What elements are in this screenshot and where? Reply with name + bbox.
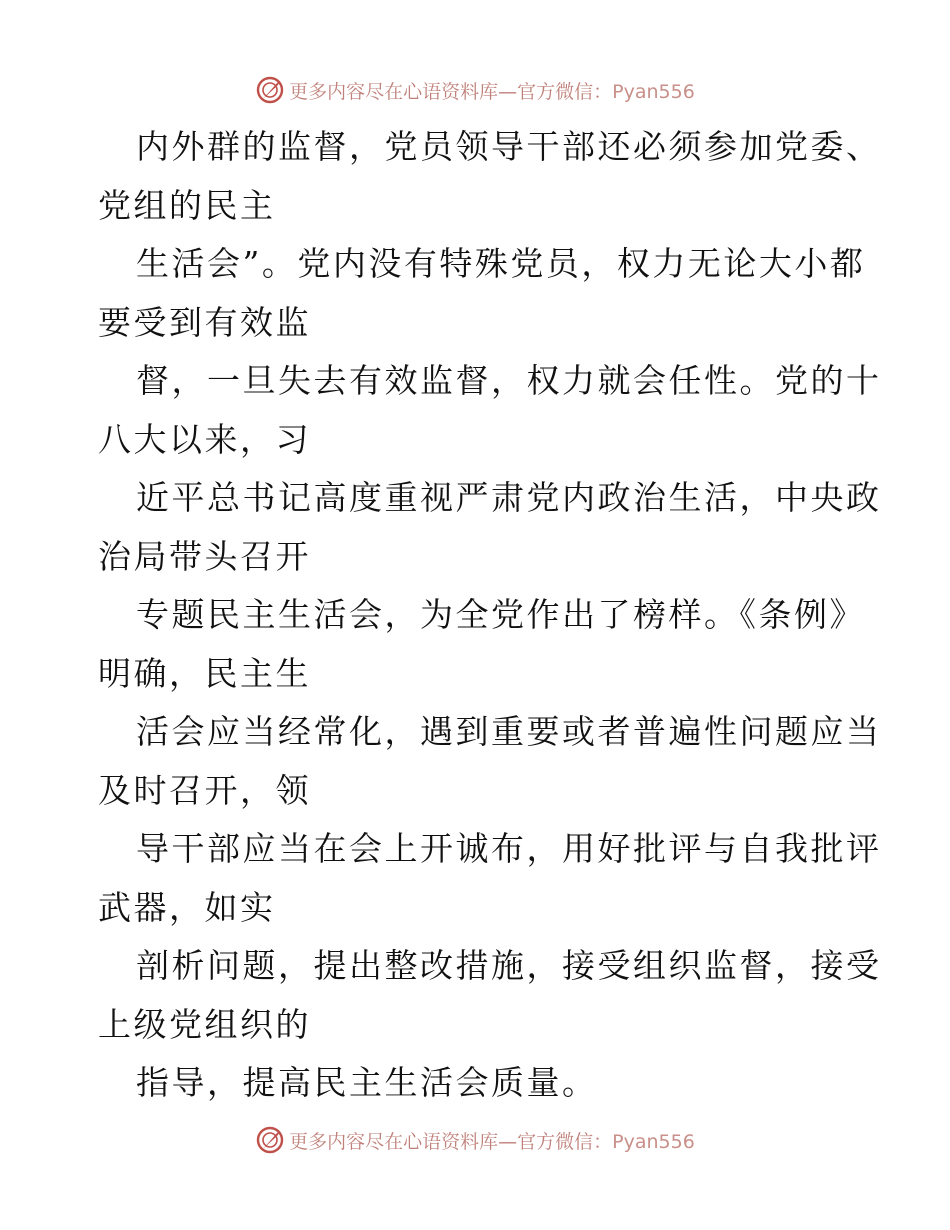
footer-banner bbox=[0, 1120, 950, 1160]
quill-seal-icon bbox=[255, 1125, 285, 1155]
text-line: 生活会”。党内没有特殊党员，权力无论大小都 bbox=[136, 244, 866, 283]
header-banner-text: 更多内容尽在心语资料库—官方微信：Pyan556 bbox=[289, 80, 695, 103]
text-line: 专题民主生活会，为全党作出了榜样。《条例》 bbox=[136, 595, 865, 634]
footer-banner-text: 更多内容尽在心语资料库—官方微信：Pyan556 bbox=[289, 1130, 695, 1153]
text-line: 治局带头召开 bbox=[98, 536, 311, 576]
text-line: 党组的民主 bbox=[98, 185, 276, 225]
text-line: 剖析问题，提出整改措施，接受组织监督，接受 bbox=[136, 946, 882, 985]
quill-seal-icon bbox=[255, 75, 285, 105]
text-line: 指导，提高民主生活会质量。 bbox=[136, 1063, 598, 1102]
text-line: 导干部应当在会上开诚布，用好批评与自我批评 bbox=[136, 829, 882, 868]
text-line: 内外群的监督，党员领导干部还必须参加党委、 bbox=[136, 127, 882, 166]
text-line: 八大以来，习 bbox=[98, 419, 311, 459]
text-line: 要受到有效监 bbox=[98, 302, 311, 342]
document-body bbox=[98, 118, 882, 1113]
text-line: 及时召开，领 bbox=[98, 770, 311, 810]
text-line: 督，一旦失去有效监督，权力就会任性。党的十 bbox=[136, 361, 882, 400]
header-banner bbox=[0, 70, 950, 110]
wechat-id: Pyan556 bbox=[612, 1130, 695, 1153]
text-line: 武器，如实 bbox=[98, 887, 276, 927]
text-line: 活会应当经常化，遇到重要或者普遍性问题应当 bbox=[136, 712, 882, 751]
text-line: 近平总书记高度重视严肃党内政治生活，中央政 bbox=[136, 478, 882, 517]
wechat-id: Pyan556 bbox=[612, 80, 695, 103]
text-line: 上级党组织的 bbox=[98, 1004, 311, 1044]
text-line: 明确，民主生 bbox=[98, 653, 311, 693]
